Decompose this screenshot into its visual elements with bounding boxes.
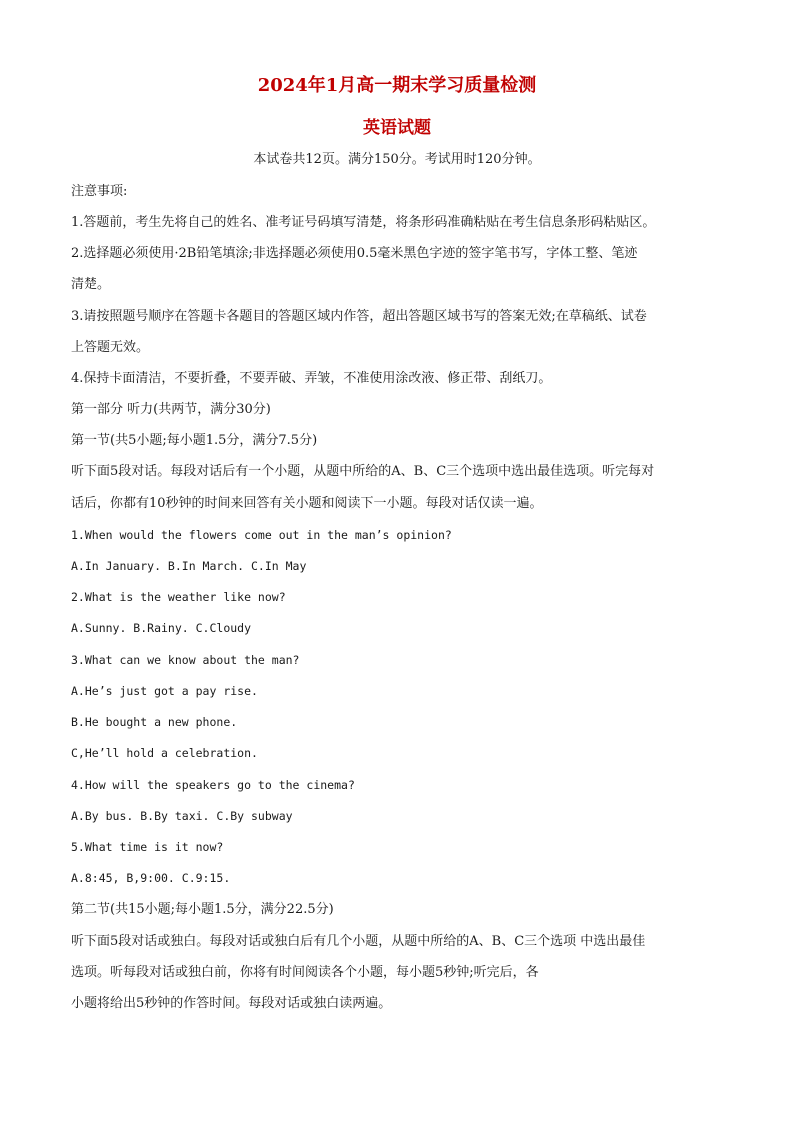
- part1-heading: 第一部分 听力(共两节，满分30分): [71, 402, 271, 417]
- question-1: 1.When would the flowers come out in the man’s opinion?: [71, 528, 452, 542]
- section2-heading: 第二节(共15小题;每小题1.5分，满分22.5分): [71, 902, 334, 917]
- notes-heading: 注意事项:: [71, 184, 128, 199]
- question-3-option-b: B.He bought a new phone.: [71, 715, 238, 729]
- exam-info: 本试卷共12页。满分150分。考试用时120分钟。: [253, 152, 541, 167]
- question-3: 3.What can we know about the man?: [71, 653, 300, 667]
- question-4: 4.How will the speakers go to the cinema?: [71, 778, 355, 792]
- question-4-options: A.By bus. B.By taxi. C.By subway: [71, 809, 293, 823]
- question-3-option-c: C,He’ll hold a celebration.: [71, 746, 258, 760]
- section1-heading: 第一节(共5小题;每小题1.5分，满分7.5分): [71, 433, 318, 448]
- note-item-2-line-1: 2.选择题必须使用·2B铅笔填涂;非选择题必须使用0.5毫米黑色字迹的签字笔书写，字体工整、笔迹: [71, 246, 638, 261]
- section2-instructions-line-3: 小题将给出5秒钟的作答时间。每段对话或独白读两遍。: [71, 996, 392, 1011]
- question-2-options: A.Sunny. B.Rainy. C.Cloudy: [71, 621, 252, 635]
- note-item-2-line-2: 清楚。: [71, 277, 111, 292]
- note-item-1: 1.答题前，考生先将自己的姓名、准考证号码填写清楚，将条形码准确粘贴在考生信息条形码粘贴区。: [71, 215, 656, 230]
- question-5: 5.What time is it now?: [71, 840, 224, 854]
- exam-subtitle: 英语试题: [363, 118, 431, 138]
- exam-title: 2024年1月高一期末学习质量检测: [257, 75, 537, 96]
- note-item-3-line-1: 3.请按照题号顺序在答题卡各题目的答题区域内作答，超出答题区域书写的答案无效;在草稿纸、试卷: [71, 309, 647, 324]
- question-1-options: A.In January. B.In March. C.In May: [71, 559, 307, 573]
- section1-instructions-line-1: 听下面5段对话。每段对话后有一个小题，从题中所给的A、B、C三个选项中选出最佳选项。听完每对: [71, 464, 655, 479]
- section2-instructions-line-2: 选项。听每段对话或独白前，你将有时间阅读各个小题，每小题5秒钟;听完后，各: [71, 965, 539, 980]
- section2-instructions-line-1: 听下面5段对话或独白。每段对话或独白后有几个小题，从题中所给的A、B、C三个选项 中选出最佳: [71, 934, 646, 949]
- question-3-option-a: A.He’s just got a pay rise.: [71, 684, 258, 698]
- question-5-options: A.8:45, B,9:00. C.9:15.: [71, 871, 231, 885]
- note-item-3-line-2: 上答题无效。: [71, 340, 150, 355]
- section1-instructions-line-2: 话后，你都有10秒钟的时间来回答有关小题和阅读下一小题。每段对话仅读一遍。: [71, 496, 543, 511]
- note-item-4: 4.保持卡面清洁，不要折叠，不要弄破、弄皱，不准使用涂改液、修正带、刮纸刀。: [71, 371, 552, 386]
- question-2: 2.What is the weather like now?: [71, 590, 286, 604]
